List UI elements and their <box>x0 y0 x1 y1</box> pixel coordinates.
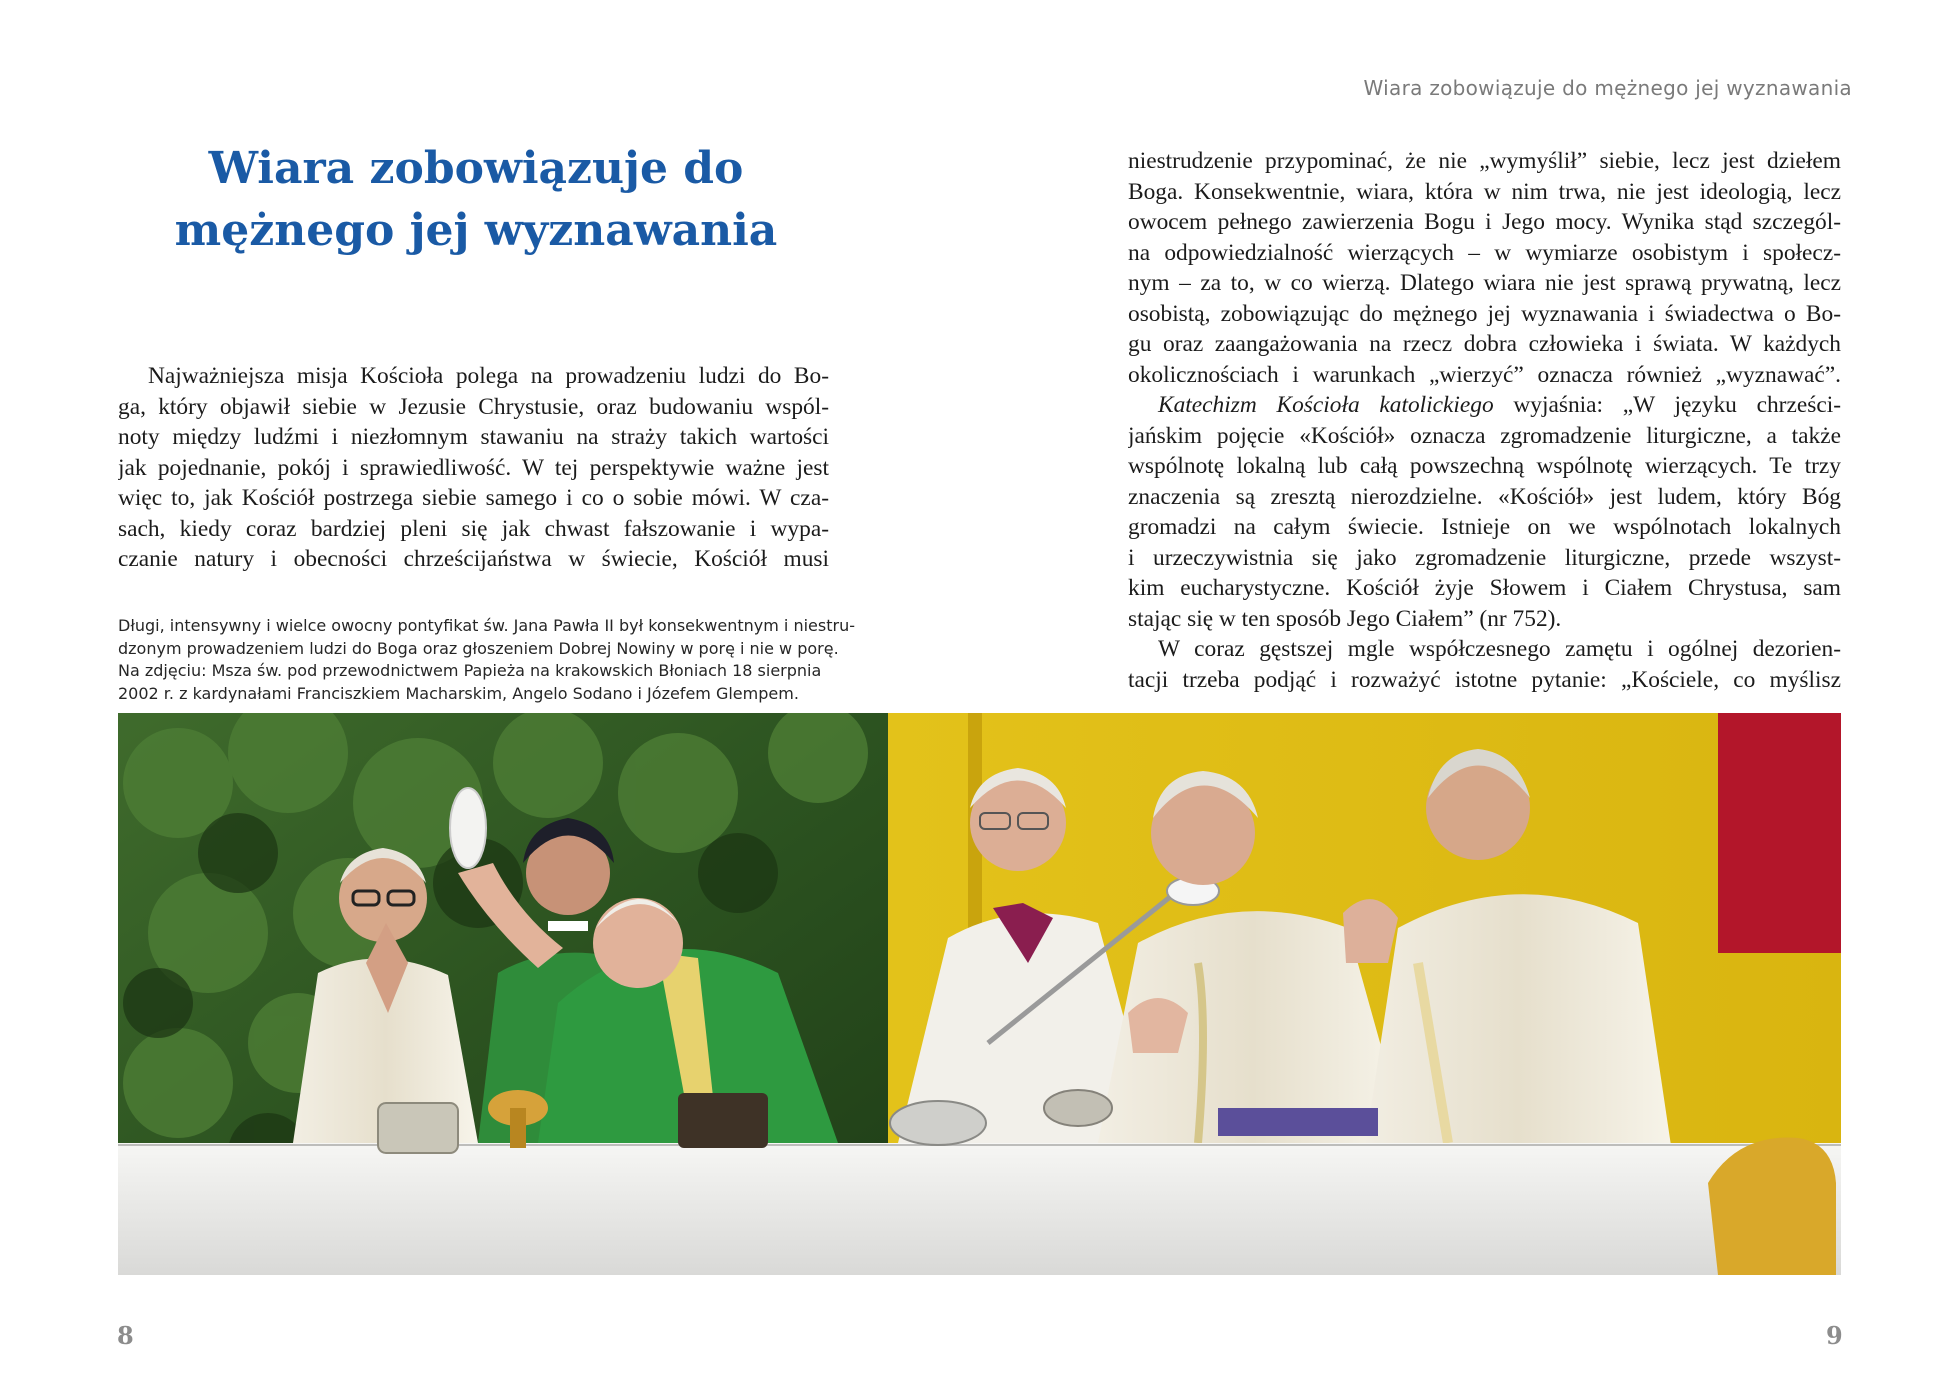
mass-photo <box>118 713 1841 1275</box>
page-number-right: 9 <box>1826 1321 1843 1350</box>
text-line: W coraz gęstszej mgle współczesnego zamętu i ogólnej dezorien- <box>1158 636 1841 662</box>
red-drape <box>1718 713 1841 953</box>
text-line: gu oraz zaangażowania na rzecz dobra człowieka i świata. W każdych <box>1128 331 1841 357</box>
text-line: noty między ludźmi i niezłomnym stawaniu na straży takich wartości <box>118 424 829 450</box>
photo-caption <box>118 615 855 705</box>
text-line: gromadzi na całym świecie. Istnieje on we wspólnotach lokalnych <box>1128 514 1841 540</box>
text-line: niestrudzenie przypominać, że nie „wymyślił” siebie, lecz jest dziełem <box>1128 148 1841 174</box>
text-line: znaczenia są zresztą nierozdzielne. «Kościół» jest ludem, który Bóg <box>1128 483 1841 510</box>
text-line: osobistą, zobowiązując do mężnego jej wyznawania i świadectwa o Bo- <box>1128 300 1841 327</box>
catechism-title: Katechizm Kościoła katolickiego <box>1158 392 1494 418</box>
text-line: wspólnotę lokalną lub całą powszechną wspólnotę wierzących. Te trzy <box>1128 453 1841 479</box>
right-text-column <box>1128 146 1841 695</box>
caption-line: Długi, intensywny i wielce owocny pontyfikat św. Jana Pawła II był konsekwentnym i niestru- <box>118 616 855 635</box>
text-line: kim eucharystyczne. Kościół żyje Słowem i Ciałem Chrystusa, sam <box>1128 575 1841 601</box>
text-line: ga, który objawił siebie w Jezusie Chrystusie, oraz budowaniu wspól- <box>118 393 829 420</box>
page-title <box>118 138 834 262</box>
text-line: więc to, jak Kościół postrzega siebie samego i co o sobie mówi. W cza- <box>118 485 829 511</box>
caption-line: dzonym prowadzeniem ludzi do Boga oraz głoszeniem Dobrej Nowiny w porę i nie w porę. <box>118 638 839 658</box>
text-line: sach, kiedy coraz bardziej pleni się jak chwast fałszowanie i wypa- <box>118 515 829 542</box>
text-line: Boga. Konsekwentnie, wiara, która w nim trwa, nie jest ideologią, lecz <box>1128 178 1841 205</box>
text-line: na odpowiedzialność wierzących – w wymiarze osobistym i społecz- <box>1128 239 1841 266</box>
text-line: jak pojednanie, pokój i sprawiedliwość. W tej perspektywie ważne jest <box>118 454 829 481</box>
text-line: jańskim pojęcie «Kościół» oznacza zgromadzenie liturgiczne, a także <box>1128 422 1841 449</box>
text-line: okolicznościach i warunkach „wierzyć” oznacza również „wyznawać”. <box>1128 361 1841 388</box>
text-line <box>1128 390 1841 421</box>
altar-cloth <box>118 1143 1841 1275</box>
text-line: owocem pełnego zawierzenia Bogu i Jego mocy. Wynika stąd szczegól- <box>1128 209 1841 235</box>
caption-line: Na zdjęciu: Msza św. pod przewodnictwem Papieża na krakowskich Błoniach 18 sierpnia <box>118 661 822 680</box>
page-title-line: Wiara zobowiązuje do <box>208 143 744 194</box>
text-line: Najważniejsza misja Kościoła polega na prowadzeniu ludzi do Bo- <box>148 363 829 389</box>
text-line: nym – za to, w co wierzą. Dlatego wiara nie jest sprawą prywatną, lecz <box>1128 270 1841 296</box>
page-title-line: mężnego jej wyznawania <box>174 205 778 256</box>
text-line: stając się w ten sposób Jego Ciałem” (nr 752). <box>1128 605 1562 632</box>
text-line: czanie natury i obecności chrześcijaństwa w świecie, Kościół musi <box>118 546 829 572</box>
text-fragment: wyjaśnia: „W języku chrześci- <box>1493 392 1841 418</box>
mass-photo-illustration <box>118 713 1841 1275</box>
running-head: Wiara zobowiązuje do mężnego jej wyznawania <box>1363 76 1852 100</box>
caption-line: 2002 r. z kardynałami Franciszkiem Macharskim, Angelo Sodano i Józefem Glempem. <box>118 683 799 703</box>
page-number-left: 8 <box>117 1321 134 1350</box>
left-text-column <box>118 361 829 575</box>
text-line: tacji trzeba podjąć i rozważyć istotne pytanie: „Kościele, co myślisz <box>1128 666 1841 693</box>
text-line: i urzeczywistnia się jako zgromadzenie liturgiczne, przede wszyst- <box>1128 544 1841 571</box>
